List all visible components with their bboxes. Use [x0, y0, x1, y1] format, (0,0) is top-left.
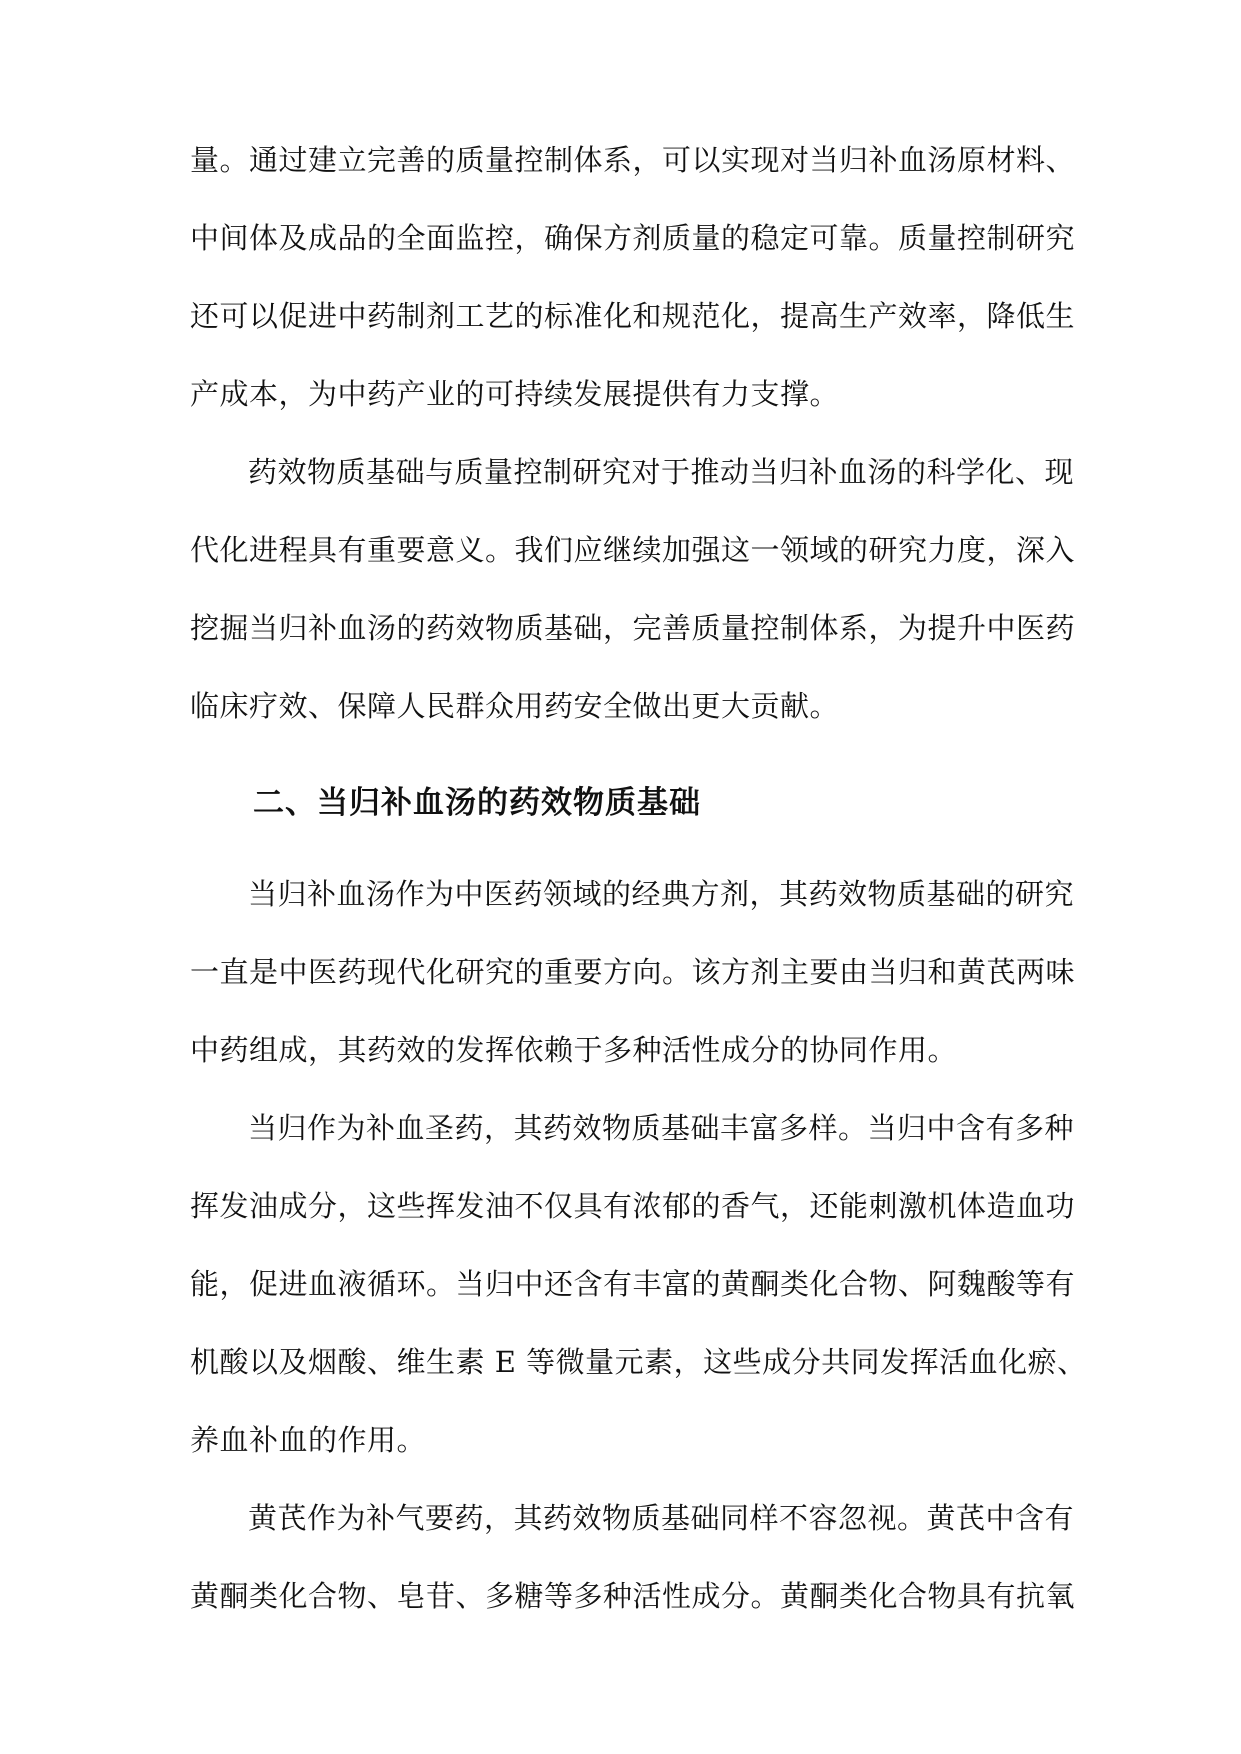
paragraph-1-line-4: 产成本，为中药产业的可持续发展提供有力支撑。 [190, 377, 840, 411]
paragraph-1-line-1: 量。通过建立完善的质量控制体系，可以实现对当归补血汤原材料、 [190, 143, 1076, 177]
section-paragraph-3-line-2: 黄酮类化合物、皂苷、多糖等多种活性成分。黄酮类化合物具有抗氧 [190, 1579, 1076, 1613]
section-paragraph-3-line-1: 黄芪作为补气要药，其药效物质基础同样不容忽视。黄芪中含有 [248, 1501, 1075, 1535]
paragraph-2-line-1: 药效物质基础与质量控制研究对于推动当归补血汤的科学化、现 [248, 455, 1075, 489]
section-paragraph-2-line-5: 养血补血的作用。 [190, 1423, 427, 1457]
paragraph-2-line-2: 代化进程具有重要意义。我们应继续加强这一领域的研究力度，深入 [190, 533, 1076, 567]
section-paragraph-1-line-2: 一直是中医药现代化研究的重要方向。该方剂主要由当归和黄芪两味 [190, 955, 1076, 989]
paragraph-2-line-3: 挖掘当归补血汤的药效物质基础，完善质量控制体系，为提升中医药 [190, 611, 1076, 645]
paragraph-1-line-3: 还可以促进中药制剂工艺的标准化和规范化，提高生产效率，降低生 [190, 299, 1076, 333]
section-paragraph-1-line-3: 中药组成，其药效的发挥依赖于多种活性成分的协同作用。 [190, 1033, 958, 1067]
section-heading: 二、当归补血汤的药效物质基础 [253, 785, 701, 821]
paragraph-2-line-4: 临床疗效、保障人民群众用药安全做出更大贡献。 [190, 689, 840, 723]
section-paragraph-2-line-1: 当归作为补血圣药，其药效物质基础丰富多样。当归中含有多种 [248, 1111, 1075, 1145]
section-paragraph-1-line-1: 当归补血汤作为中医药领域的经典方剂，其药效物质基础的研究 [248, 877, 1075, 911]
section-paragraph-2-line-4: 机酸以及烟酸、维生素 E 等微量元素，这些成分共同发挥活血化瘀、 [190, 1345, 1087, 1379]
section-paragraph-2-line-2: 挥发油成分，这些挥发油不仅具有浓郁的香气，还能刺激机体造血功 [190, 1189, 1076, 1223]
section-paragraph-2-line-3: 能，促进血液循环。当归中还含有丰富的黄酮类化合物、阿魏酸等有 [190, 1267, 1076, 1301]
paragraph-1-line-2: 中间体及成品的全面监控，确保方剂质量的稳定可靠。质量控制研究 [190, 221, 1076, 255]
